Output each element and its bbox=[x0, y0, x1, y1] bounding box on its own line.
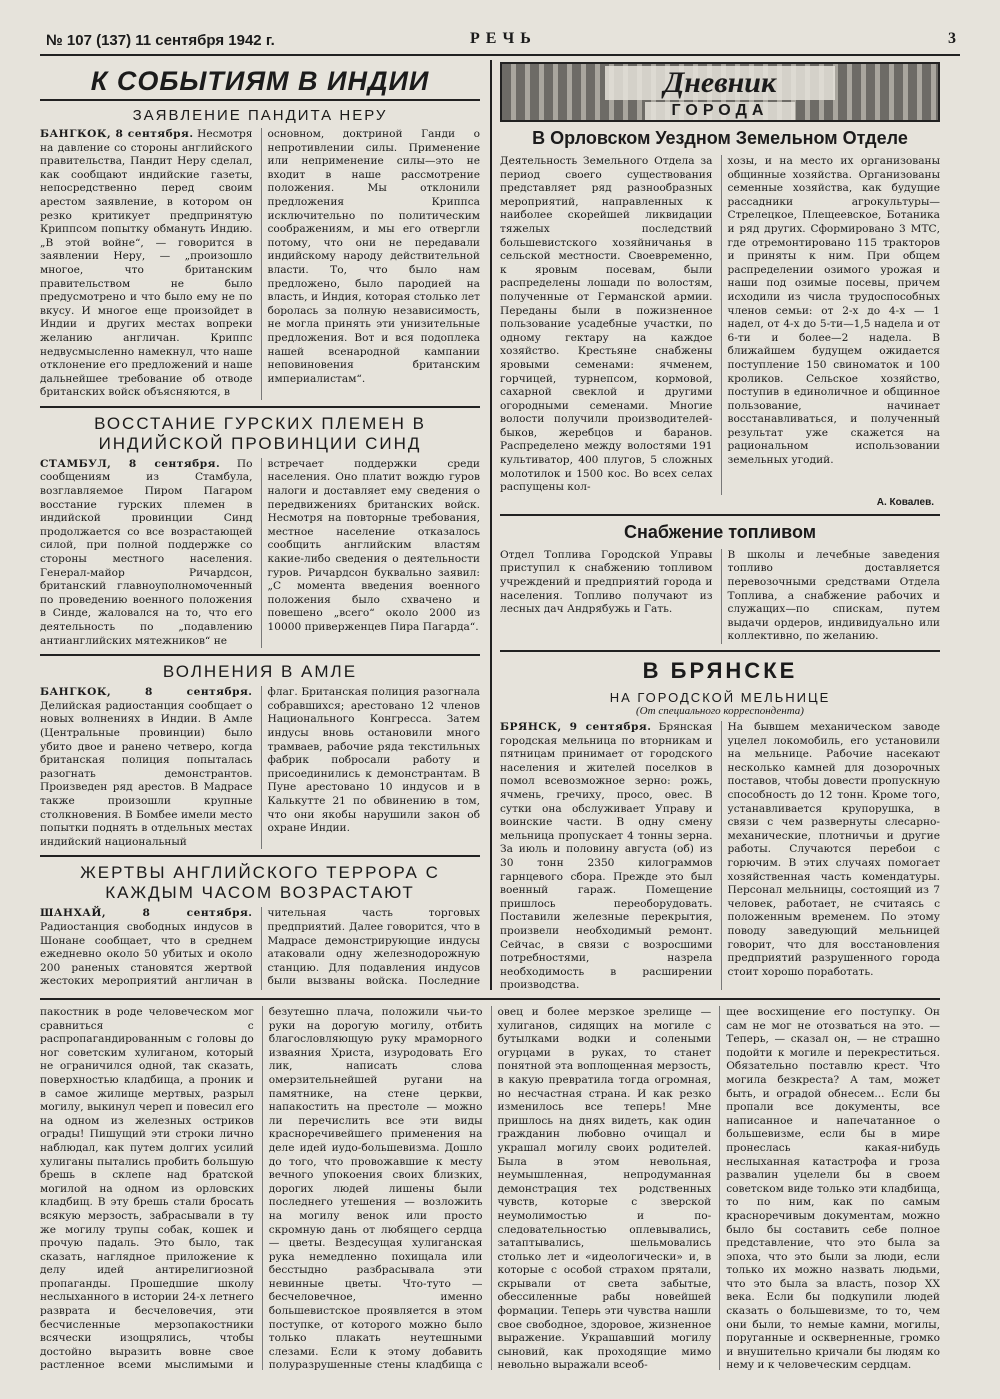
terror-article bbox=[40, 907, 480, 990]
bottom-col-1: пакостник в роде человеческом мог сравниться с распропагандированным с головы до ног советским хулиганом, который не ограничился одной, так сказать, поверхностью кладбища, а проник и в самое жилище мертвых, разрыл могилу, выкинул череп и повесил его на одном из железных остриков ограды! Пишущий эти строки лично наблюдал, как путем долгих усилий хулиганы пытались пробить большую брешь в склепе над братской могилой на одном из орловских кладбищ. В эту брешь стали бросать всякую мерзость, забрасывали в ту же могилу трупы собак, кошек и прочую падаль. Это было, так сказать, наглядное приложение к делу идей антирелигиозной пропаганды. Прошедшие школу неслыханного в истории 24-х летнего разврата и бесчеловечия, эти бесчисленные мерзопакостники всячески изощрялись, чтобы достойно выразить вовне свое растленное всеми мыслимыми и bbox=[40, 1006, 254, 1370]
bottom-col-4 bbox=[719, 1006, 940, 1370]
divider bbox=[500, 514, 940, 516]
land-signature: А. Ковалев. bbox=[876, 496, 934, 508]
fuel-title: Снабжение топливом bbox=[623, 521, 817, 542]
bryansk-text-col1 bbox=[500, 721, 713, 990]
gurkha-dateline: СТАМБУЛ, 8 сентября. bbox=[40, 457, 221, 470]
bryansk-dateline: БРЯНСК, 9 сентября. bbox=[500, 721, 652, 733]
gurkha-title: ВОССТАНИЕ ГУРСКИХ ПЛЕМЕН В ИНДИЙСКОЙ ПРОВИНЦИИ СИНД bbox=[94, 413, 426, 453]
land-text-col1: Деятельность Земельного Отдела за период своего существования представляет ряд разнообразных мероприятий, направленных к наиболее скорейшей ликвидации тяжелых последствий большевистского хозяйничанья в сельской местности. Своевременно, к яровым посевам, были распределены лошади по волостям, полученные от Германской армии. Переданы были в пожизненное пользование усадебные участки, по одному гектару на каждое хозяйство. Крестьяне снабжены яровыми семенами: ячменем, горчицей, турнепсом, кормовой, сахарной свеклой и другими огородными семенами. Многие волости получили производителей-быков, жеребцов и баранов. Распределено между волостями 191 культиватор, 400 плугов, 5 сложных молотилок и 1500 кос. Во всех селах распущены кол- bbox=[500, 155, 713, 494]
india-section-title: К СОБЫТИЯМ В ИНДИИ bbox=[40, 60, 480, 101]
bryansk-text-col2: На бывшем механическом заводе уцелел локомобиль, его установили на мельнице. Рабочие насекают несколько камней для дозорочных поставов, чтобы довести пропускную способность до 12 тонн. Кроме того, устанавливается крупорушка, в связи с чем развернуты слесарно-механические, плотничьи и другие работы. Случаются перебои с горючим. В этих случаях помогает хозяйственная часть комендатуры. Персонал мельницы, состоящий из 7 человек, работает, не считаясь с положенным временем. По этому поводу заведующий мельницей говорит, что для восстановления предприятий разрушенного города стоит хорошо поработать. bbox=[721, 721, 941, 990]
banner-subtitle: ГОРОДА bbox=[645, 102, 795, 120]
bryansk-article bbox=[500, 721, 940, 990]
fuel-text-col1: Отдел Топлива Городской Управы приступил к снабжению топливом учреждений и предприятий города и населения. Топливо получают из лесных дач Андрябужь и Гать. bbox=[500, 548, 713, 616]
terror-dateline: ШАНХАЙ, 8 сентября. bbox=[40, 907, 253, 920]
bryansk-title: В БРЯНСКЕ bbox=[642, 658, 798, 683]
divider bbox=[40, 406, 480, 408]
land-title: В Орловском Уездном Земельном Отделе bbox=[532, 128, 908, 148]
bryansk-subtitle: НА ГОРОДСКОЙ МЕЛЬНИЦЕ bbox=[609, 690, 831, 705]
nehru-col1: Несмотря на давление со стороны английского правительства, Пандит Неру сделал, как сообщают индийские газеты, непосредственно перед своим арестом заявление, в котором он резко критикует предпринятую Криппсом попытку обмануть Индию. „В этой войне“, — говорится в заявлении Неру, — „произошло многое, что британским правительством не было предусмотрено и что было ему не по вкусу. И многое еще произойдет в Индии и других местах вопреки желанию англичан. Криппс недвусмысленно намекнул, что наше отклонение его предложений и наше дальнейшее требование об отводе британских войск объясняются, в bbox=[40, 128, 253, 399]
nehru-title: ЗАЯВЛЕНИЕ ПАНДИТА НЕРУ bbox=[132, 107, 388, 124]
terror-col1: Радиостанция свободных индусов в Шонане сообщает, что в среднем ежедневно около 50 убитых и около 200 раненых становятся жертвой жестоких мероприятий англичан в bbox=[40, 920, 253, 988]
amle-text-col1 bbox=[40, 686, 253, 849]
city-diary-banner bbox=[500, 62, 940, 122]
bryansk-correspondent: (От специального корреспондента) bbox=[636, 705, 804, 717]
amle-text-col2: флаг. Британская полиция разогнала собравшихся; арестовано 12 членов Национального Конгресса. Затем индусы вновь остановили много трамваев, рабочие ряда текстильных фабрик побросали работу и присоединились к демонстрантам. В Пуне арестовано 10 индусов и в Калькутте 21 по обвинению в том, что они якобы нарушили закон об охране Индии. bbox=[261, 686, 481, 849]
divider bbox=[40, 654, 480, 656]
amle-col1: Делийская радиостанция сообщает о новых волнениях в Индии. В Амле (Центральные провинции) было убито двое и ранено четверо, когда британская полиция попыталась разогнать демонстрантов. Произведен ряд арестов. В Мадрасе также произошли крупные столкновения. В Бомбее имели место попытки поднять в отдельных местах индийский национальный bbox=[40, 699, 253, 848]
issue-info: № 107 (137) 11 сентября 1942 г. bbox=[46, 32, 275, 49]
fuel-article bbox=[500, 549, 940, 644]
nehru-text-col2: основном, доктриной Ганди о непротивлении силы. Применение или неприменение силы—это не входит в наше рассмотрение положения. Мы отклонили предложения Криппса исключительно по политическим соображениям, и мы его отвергли потому, что они не передавали индийскому народу действительной власти. То, что было нам предложено, было пародией на власть, и Индия, которая столько лет боролась за полную независимость, не могла принять эти унизительные предложения. Вот и вся подоплека нашей всенародной кампании неповиновения британским империалистам“. bbox=[261, 128, 481, 400]
nehru-text-col1 bbox=[40, 128, 253, 400]
bottom-col-2: безутешно плача, положили чьи-то руки на дорогую могилу, отбить благословляющую руку мраморного изваяния Христа, изуродовать Его лик, написать слова омерзительнейшей ругани на памятнике, на стене церкви, напакостить на престоле — можно ли перечислить все эти виды красноречивейшего применения на деле идей иудо-большевизма. Дошло до того, что провожавшие к месту вечного упокоения своих близких, дорогих людей лишены были последнего утешения — возложить на могилу венок или просто скромную дань от любящего сердца — цветы. Вездесущая хулиганская рука немедленно похищала или бесстыдно разбрасывала эти невинные цветы. Что-туто — бесчеловечное, именно большевистское проявляется в этом поступке, от которого можно было только плакать неутешными слезами. Если к этому добавить полуразрушенные стены кладбища с bbox=[262, 1006, 483, 1370]
gurkha-text-col1 bbox=[40, 458, 253, 648]
fuel-text-col2: В школы и лечебные заведения топливо доставляется перевозочными средствами Отдела Топлива, а снабжение рабочих и служащих—по спискам, путем выдачи ордеров, индивидуально или коллективно, по желанию. bbox=[721, 549, 941, 644]
bottom-col-4-text: щее восхищение его поступку. Он сам не мог не отозваться на это. — Теперь, — сказал он, — не страшно подойти к могиле и перекреститься. Обязательно поставлю крест. Что могила безкреста? А там, может быть, и оградой обнесем... Если бы пропали все документы, все написанное и напечатанное о большевизме, если бы в мире пронеслась какая-нибудь неслыханная катастрофа и гроза развалин уцелели бы в своем советском виде только эти кладбища, то по ним, как по самым красноречивым документам, можно было бы составить себе полное представление, что это была за эпоха, что это были за люди, если только их можно назвать людьми, что это была за власть, позор XX века. Если бы подкупили людей сказать о большевизме, то то, чем они были, то немые камни, могилы, поруганные и оскверненные, громко и внушительно кричали бы людям ко нему и к человеческим сердцам. bbox=[726, 1006, 940, 1370]
terror-text-col2: чительная часть торговых предприятий. Далее говорится, что в Мадрасе демонстрирующие индусы атаковали одну железнодорожную станцию. Для подавления индусов были вызваны войска. Последние bbox=[261, 907, 481, 990]
gurkha-text-col2: встречает поддержки среди населения. Оно платит вождю гуров налоги и доставляет ему сведения о передвижениях британских войск. Несмотря на повторные требования, местное население отказалось сообщить английским властям какие-либо сведения о деятельности гуров. Ричардсон буквально заявил: „С момента введения военного положения было схвачено и повешено „всего“ около 2000 из 10000 приверженцев Пира Пагарда“. bbox=[261, 458, 481, 648]
amle-dateline: БАНГКОК, 8 сентября. bbox=[40, 686, 253, 699]
masthead bbox=[40, 30, 960, 56]
terror-text-col1 bbox=[40, 907, 253, 990]
newspaper-name: РЕЧЬ bbox=[470, 30, 537, 47]
amle-title: ВОЛНЕНИЯ В АМЛЕ bbox=[162, 662, 358, 682]
nehru-article bbox=[40, 128, 480, 400]
terror-title: ЖЕРТВЫ АНГЛИЙСКОГО ТЕРРОРА С КАЖДЫМ ЧАСОМ ВОЗРАСТАЮТ bbox=[80, 863, 440, 903]
india-section bbox=[40, 60, 480, 990]
gurkha-article bbox=[40, 458, 480, 648]
bottom-col-3: овец и более мерзкое зрелище — хулиганов, сидящих на могиле с бутылками водки и солеными огурцами в руках, то станет понятной эта воплощенная мерзость, в какую превратила тогда огромная, но несчастная страна. И как резко изменилось все теперь! Мне пришлось на днях видеть, как один гражданин любовно очищал и украшал могилу своих родителей. Была в этом невольная, неумышленная, непродуманная демонстрация тех родственных чувств, которые с зверской неумолимостью и по-следовательностью оплевывались, затаптывались, шельмовались столько лет и «идеологически» и, в которые с особой страхом прятали, скрывали от света забытые, обессиленные рабы новейшей формации. Теперь эти чувства нашли свое свободное, здоровое, жизненное выражение. Украшавший могилу сыновий, как проходящие мимо невольно выражали всеоб- bbox=[491, 1006, 712, 1370]
bottom-article bbox=[40, 998, 940, 1370]
page-number: 3 bbox=[948, 30, 956, 47]
city-diary-section bbox=[490, 60, 940, 990]
nehru-dateline: БАНГКОК, 8 сентября. bbox=[40, 128, 194, 140]
divider bbox=[40, 855, 480, 857]
land-text-col2: хозы, и на место их организованы общинные хозяйства. Организованы семенные хозяйства, как будущие рассадники агрокультуры—Стрелецкое, Плещеевское, Ботаника и ряд других. Сформировано 3 МТС, где отремонтировано 115 тракторов и приняты к ним. При общем распределении озимого урожая и наши под озимые посевы, причем исходили из числа трудоспособных членов семьи: от 2-х до 4-х — 1 надел, от 4-х до 5-ти—1,5 надела и от 6-ти и более—2 надела. В ближайшем будущем ожидается поступление 150 свиноматок и 100 кроликов. Сельское хозяйство, поступив в единоличное и общинное пользование, начинает восстанавливаться, и полученный результат уже скажется на рациональном использовании земельных угодий. bbox=[721, 155, 941, 495]
gurkha-col1: По сообщениям из Стамбула, возглавляемое Пиром Пагаром восстание гурских племен в индийской провинции Синд продолжается со все возрастающей силой, при полной поддержке со стороны местного населения. Генерал-майор Ричардсон, британский главноуполномоченный по проведению военного положения в Синде, жаловался на то, что его деятельность по „подавлению антианглийских мятежников“ не bbox=[40, 457, 253, 647]
amle-article bbox=[40, 686, 480, 849]
divider bbox=[500, 650, 940, 652]
banner-title: Дневник bbox=[605, 66, 835, 100]
bryansk-col1: Брянская городская мельница по вторникам и пятницам принимает от городского населения и жителей поселков в помол всевозможное зерно: рожь, ячмень, гречиху, просо, овес. В сутки она обслуживает Управу и воинские части. В одну смену мельница пропускает 4 тонны зерна. За июль и половину августа (об) из 30 тонн 2350 килограммов гарнцевого сбора. Прежде это был военный гараж. Помещение пришлось переоборудовать. Поставили железные перекрытия, произвели необходимый ремонт. Сейчас, в связи с возросшими потребностями, назрела необходимость в расширении производства. bbox=[500, 721, 713, 990]
land-article bbox=[500, 155, 940, 495]
